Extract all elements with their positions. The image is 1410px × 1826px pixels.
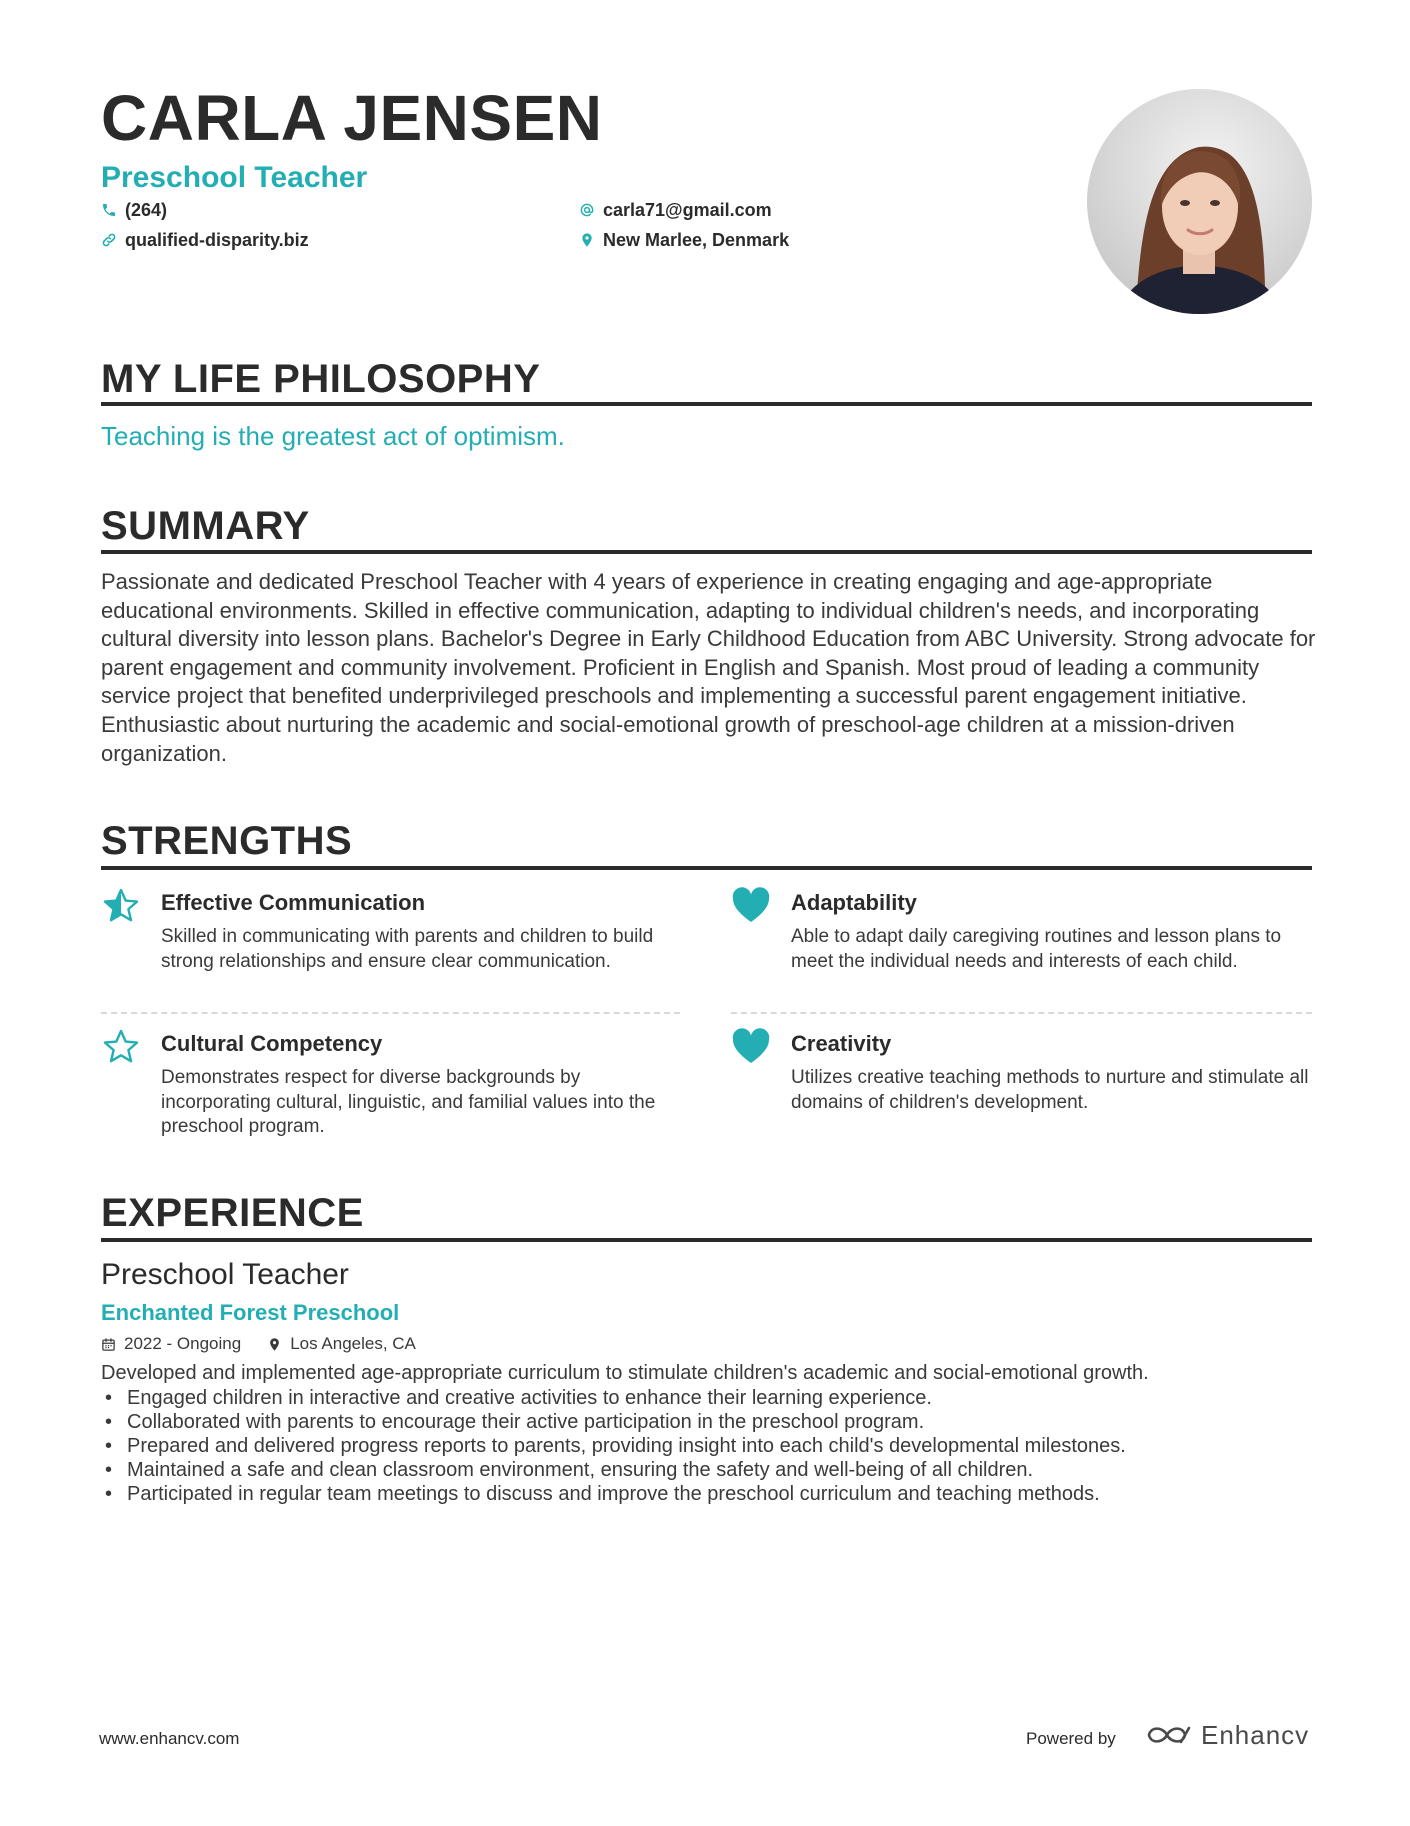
job-title: Preschool Teacher — [101, 1258, 349, 1291]
at-icon — [579, 202, 595, 218]
job-bullets — [101, 1386, 1126, 1506]
philosophy-quote: Teaching is the greatest act of optimism. — [101, 421, 565, 451]
calendar-icon — [101, 1337, 116, 1352]
job-meta — [101, 1333, 416, 1355]
location-pin-icon — [579, 232, 595, 248]
link-icon — [101, 232, 117, 248]
strength-description: Utilizes creative teaching methods to nurture and stimulate all domains of children's development. — [791, 1067, 1309, 1113]
heart-icon — [731, 1027, 771, 1067]
candidate-name: CARLA JENSEN — [101, 82, 603, 154]
strength-divider — [731, 1012, 1312, 1014]
section-title-philosophy: MY LIFE PHILOSOPHY — [101, 357, 541, 401]
strength-title: Creativity — [791, 1031, 892, 1056]
profile-portrait-illustration — [1087, 89, 1312, 314]
strength-description: Able to adapt daily caregiving routines and lesson plans to meet the individual needs and interests of each child. — [791, 926, 1282, 972]
list-item — [101, 1410, 1126, 1434]
section-divider — [101, 402, 1312, 406]
bullet-dot: • — [105, 1483, 113, 1505]
email-text[interactable]: carla71@gmail.com — [603, 200, 772, 220]
section-title-strengths: STRENGTHS — [101, 819, 353, 863]
list-item — [101, 1458, 1126, 1482]
location-text: New Marlee, Denmark — [603, 230, 790, 250]
list-item — [101, 1482, 1126, 1506]
job-company: Enchanted Forest Preschool — [101, 1300, 400, 1325]
strength-description: Demonstrates respect for diverse backgrounds by incorporating cultural, linguistic, and familial values into the preschool program. — [161, 1067, 656, 1137]
contact-email[interactable] — [579, 199, 772, 221]
contact-website[interactable] — [101, 229, 309, 251]
list-item — [101, 1386, 1126, 1410]
profile-photo — [1087, 89, 1312, 314]
bullet-dot: • — [105, 1387, 113, 1409]
job-dates: 2022 - Ongoing — [124, 1334, 242, 1353]
star-half-icon — [101, 886, 141, 926]
website-text[interactable]: qualified-disparity.biz — [125, 230, 309, 250]
strength-title: Effective Communication — [161, 890, 426, 915]
enhancv-logo-icon — [1145, 1722, 1193, 1748]
enhancv-logo[interactable] — [1145, 1720, 1309, 1750]
strength-title: Cultural Competency — [161, 1031, 383, 1056]
bullet-dot: • — [105, 1459, 113, 1481]
strength-description: Skilled in communicating with parents and children to build strong relationships and ensure clear communication. — [161, 926, 654, 972]
job-description: Developed and implemented age-appropriate curriculum to stimulate children's academic and social-emotional growth. — [101, 1362, 1149, 1384]
strength-title: Adaptability — [791, 890, 917, 915]
phone-text: (264) — [125, 200, 168, 220]
strength-divider — [101, 1012, 680, 1014]
bullet-dot: • — [105, 1435, 113, 1457]
bullet-dot: • — [105, 1411, 113, 1433]
candidate-title: Preschool Teacher — [101, 161, 368, 194]
bullet-text: Prepared and delivered progress reports to parents, providing insight into each child's developmental milestones. — [127, 1435, 1126, 1457]
bullet-text: Engaged children in interactive and creative activities to enhance their learning experience. — [127, 1387, 932, 1409]
star-outline-icon — [101, 1027, 141, 1067]
list-item — [101, 1434, 1126, 1458]
bullet-text: Maintained a safe and clean classroom environment, ensuring the safety and well-being of all children. — [127, 1459, 1034, 1481]
heart-icon — [731, 886, 771, 926]
section-title-summary: SUMMARY — [101, 504, 310, 548]
contact-phone — [101, 199, 167, 221]
bullet-text: Collaborated with parents to encourage their active participation in the preschool program. — [127, 1411, 925, 1433]
footer-website-link[interactable]: www.enhancv.com — [99, 1729, 240, 1748]
section-title-experience: EXPERIENCE — [101, 1191, 364, 1235]
enhancv-brand-name: Enhancv — [1201, 1720, 1310, 1750]
section-divider — [101, 866, 1312, 870]
bullet-text: Participated in regular team meetings to discuss and improve the preschool curriculum and teaching methods. — [127, 1483, 1100, 1505]
powered-by-label: Powered by — [1026, 1729, 1116, 1748]
section-divider — [101, 550, 1312, 554]
section-divider — [101, 1238, 1312, 1242]
location-pin-icon — [267, 1337, 282, 1352]
phone-icon — [101, 202, 117, 218]
job-location: Los Angeles, CA — [290, 1334, 416, 1353]
contact-location — [579, 229, 789, 251]
summary-text: Passionate and dedicated Preschool Teacher with 4 years of experience in creating engaging and age-appropriate educational environments. Skilled in effective communication, adapting to individual children's needs, and incorporating cultural diversity into lesson plans. Bachelor's Degree in Early Childhood Education from ABC University. Strong advocate for parent engagement and community involvement. Proficient in English and Spanish. Most proud of leading a community service project that benefited underprivileged preschools and implementing a successful parent engagement initiative. Enthusiastic about nurturing the academic and social-emotional growth of preschool-age children at a mission-driven organization. — [101, 569, 1316, 766]
